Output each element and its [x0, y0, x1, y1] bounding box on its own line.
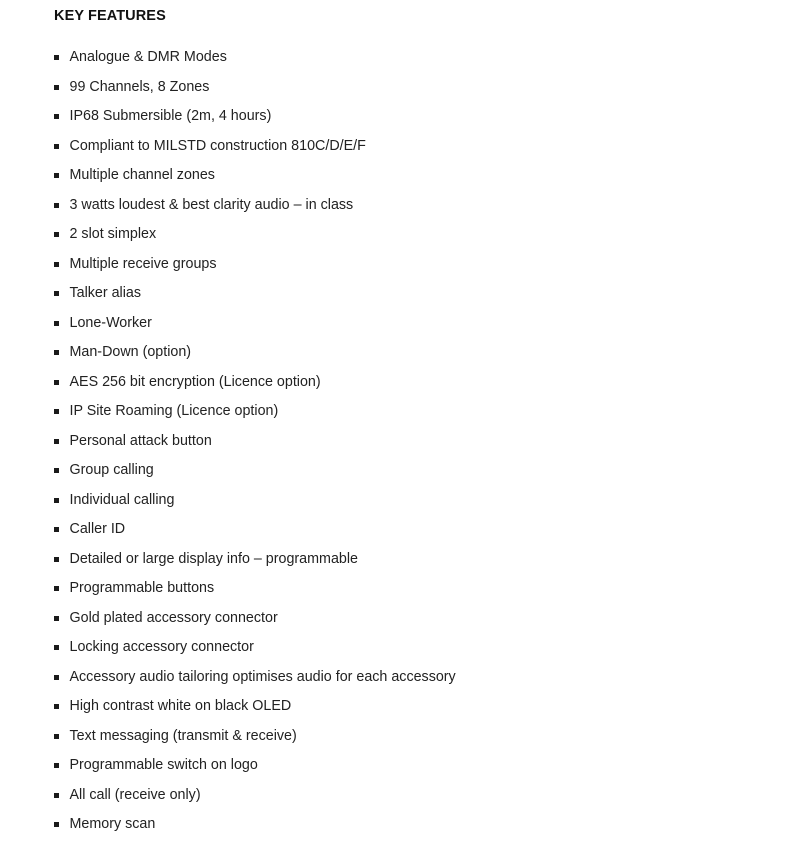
feature-text: Individual calling [69, 491, 175, 508]
square-bullet-icon [54, 704, 59, 709]
feature-text: All call (receive only) [69, 786, 201, 803]
feature-text: Lone-Worker [69, 314, 152, 331]
feature-list-item [54, 633, 456, 663]
feature-text: Talker alias [69, 285, 142, 301]
feature-text: IP68 Submersible (2m, 4 hours) [69, 108, 272, 124]
feature-text: Compliant to MILSTD construction 810C/D/E/F [69, 137, 366, 154]
feature-list-item [54, 220, 456, 250]
square-bullet-icon [54, 173, 59, 178]
feature-text: Text messaging (transmit & receive) [69, 727, 297, 744]
square-bullet-icon [54, 262, 59, 267]
feature-list-item [54, 751, 456, 781]
square-bullet-icon [54, 468, 59, 473]
feature-list-item [54, 722, 456, 752]
key-features-section [54, 6, 794, 832]
square-bullet-icon [54, 114, 59, 119]
feature-text: Locking accessory connector [69, 639, 254, 655]
feature-list-item [54, 309, 456, 339]
feature-list-item [54, 397, 456, 427]
feature-text: Accessory audio tailoring optimises audio for each accessory [69, 668, 456, 685]
feature-list-item [54, 545, 456, 575]
feature-text: 3 watts loudest & best clarity audio – in class [69, 196, 354, 213]
feature-text: Group calling [69, 462, 154, 478]
feature-list-item [54, 574, 456, 604]
square-bullet-icon [54, 409, 59, 414]
feature-list-item [54, 486, 456, 516]
feature-list-item [54, 191, 456, 221]
feature-text: Multiple channel zones [69, 167, 215, 183]
square-bullet-icon [54, 616, 59, 621]
feature-list-item [54, 279, 456, 309]
square-bullet-icon [54, 380, 59, 385]
square-bullet-icon [54, 557, 59, 562]
square-bullet-icon [54, 498, 59, 503]
feature-list-item [54, 604, 456, 634]
feature-list [54, 43, 456, 840]
square-bullet-icon [54, 291, 59, 296]
feature-text: 99 Channels, 8 Zones [69, 78, 210, 95]
square-bullet-icon [54, 203, 59, 208]
feature-list-item [54, 515, 456, 545]
square-bullet-icon [54, 734, 59, 739]
feature-text: AES 256 bit encryption (Licence option) [69, 373, 321, 390]
feature-text: Caller ID [69, 521, 126, 537]
feature-text: Multiple receive groups [69, 255, 217, 272]
feature-list-item [54, 102, 456, 132]
square-bullet-icon [54, 675, 59, 680]
feature-list-item [54, 810, 456, 840]
square-bullet-icon [54, 439, 59, 444]
feature-text: Programmable switch on logo [69, 757, 258, 773]
feature-text: Memory scan [69, 816, 156, 832]
feature-list-item [54, 663, 456, 693]
feature-text: Programmable buttons [69, 580, 215, 596]
feature-text: Man-Down (option) [69, 344, 192, 360]
feature-text: 2 slot simplex [69, 226, 157, 242]
square-bullet-icon [54, 232, 59, 237]
feature-list-item [54, 338, 456, 368]
square-bullet-icon [54, 350, 59, 355]
feature-text: IP Site Roaming (Licence option) [69, 403, 279, 419]
feature-text: Detailed or large display info – programmable [69, 550, 358, 567]
feature-text: Analogue & DMR Modes [69, 49, 227, 65]
square-bullet-icon [54, 763, 59, 768]
feature-list-item [54, 427, 456, 457]
key-features-heading: KEY FEATURES [54, 8, 166, 24]
square-bullet-icon [54, 793, 59, 798]
square-bullet-icon [54, 822, 59, 827]
feature-text: High contrast white on black OLED [69, 698, 292, 714]
feature-list-item [54, 161, 456, 191]
square-bullet-icon [54, 645, 59, 650]
feature-text: Gold plated accessory connector [69, 609, 278, 626]
square-bullet-icon [54, 321, 59, 326]
feature-list-item [54, 456, 456, 486]
square-bullet-icon [54, 55, 59, 60]
square-bullet-icon [54, 144, 59, 149]
square-bullet-icon [54, 586, 59, 591]
feature-list-item [54, 250, 456, 280]
feature-list-item [54, 43, 456, 73]
feature-list-item [54, 73, 456, 103]
square-bullet-icon [54, 527, 59, 532]
feature-list-item [54, 368, 456, 398]
feature-list-item [54, 692, 456, 722]
square-bullet-icon [54, 85, 59, 90]
feature-list-item [54, 132, 456, 162]
feature-text: Personal attack button [69, 432, 212, 449]
feature-list-item [54, 781, 456, 811]
